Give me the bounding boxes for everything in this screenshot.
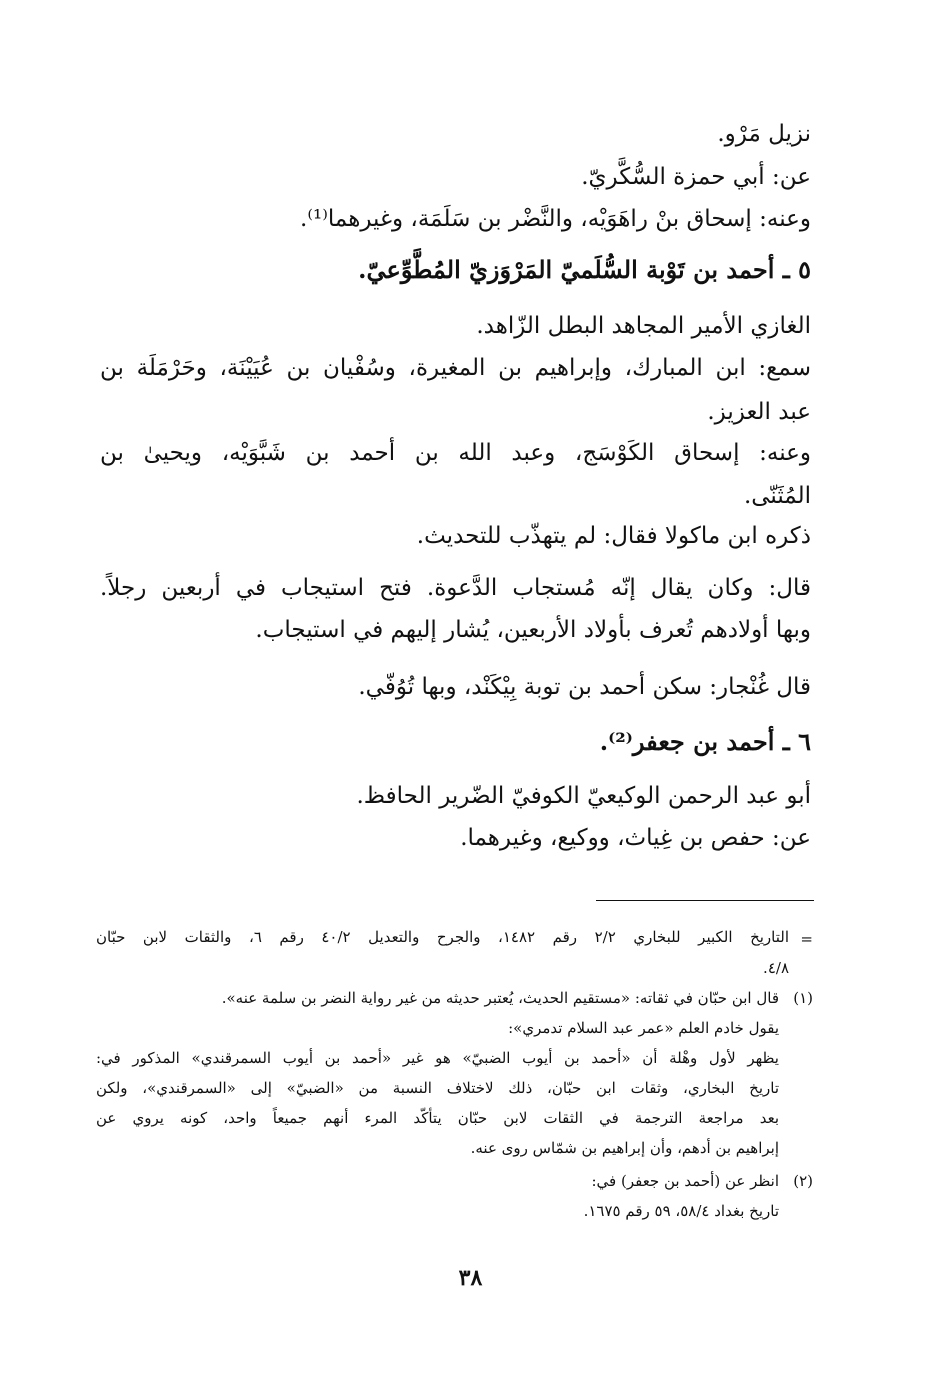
footnote-line: انظر عن (أحمد بن جعفر) في: — [591, 1172, 779, 1190]
footnote-line: تاريخ البخاري، وثقات ابن حبّان، ذلك لاختلاف النسبة من «الضبيّ» إلى «السمرقندي»، ولكن — [96, 1079, 779, 1097]
footnote-line: إبراهيم بن أدهم، وأن إبراهيم بن شمّاس روى عنه. — [470, 1139, 779, 1157]
page-number: ٣٨ — [458, 1265, 483, 1291]
footnote-line: ٤/٨. — [763, 959, 789, 977]
text-line: نزيل مَرْو. — [717, 121, 811, 147]
footnote-separator — [596, 900, 814, 901]
footnote-number: (٢) — [793, 1172, 813, 1190]
text-line: المُثَنّى. — [743, 483, 811, 509]
text-line: قال غُنْجار: سكن أحمد بن توبة بِيْكَنْد، وبها تُوُفّي. — [358, 674, 811, 700]
text-line: وبها أولادهم تُعرف بأولاد الأربعين، يُشار إليهم في استيجاب. — [255, 617, 811, 643]
footnote-line: بعد مراجعة الترجمة في الثقات لابن حبّان يتأكّد المرء أنهم جميعاً واحد، كونه يروي عن — [96, 1109, 779, 1127]
footnote-line: التاريخ الكبير للبخاري ٢/٢ رقم ١٤٨٢، والجرح والتعديل ٤٠/٢ رقم ٦، والثقات لابن حبّان — [96, 928, 790, 946]
footnote-line: تاريخ بغداد ٥٨/٤، ٥٩ رقم ١٦٧٥. — [583, 1202, 779, 1220]
text-line: عن: أبي حمزة السُّكَّريّ. — [581, 164, 811, 190]
text-line: أبو عبد الرحمن الوكيعيّ الكوفيّ الضّرير الحافظ. — [356, 783, 811, 809]
text-line: عن: حفص بن غِياث، ووكيع، وغيرهما. — [460, 825, 811, 851]
footnote-line: يقول خادم العلم «عمر عبد السلام تدمري»: — [508, 1019, 779, 1037]
text-line: ذكره ابن ماكولا فقال: لم يتهذّب للتحديث. — [416, 523, 811, 549]
footnote-line: قال ابن حبّان في ثقاته: «مستقيم الحديث، يُعتبر حديثه من غير رواية النضر بن سلمة عنه». — [221, 989, 779, 1007]
footnote-number: (١) — [793, 989, 813, 1007]
entry-heading: ٥ ـ أحمد بن تَوْبة السُّلَميّ المَرْوَزيّ المُطَّوِّعيّ. — [358, 255, 811, 284]
text-line: وعنه: إسحاق بنْ راهَوَيْه، والنَّضْر بن سَلَمَة، وغيرهما⁽¹⁾. — [300, 206, 811, 232]
text-line: وعنه: إسحاق الكَوْسَج، وعبد الله بن أحمد بن شَبَّوَيْه، ويحيىٰ بن — [100, 440, 811, 466]
text-line: الغازي الأمير المجاهد البطل الزّاهد. — [476, 313, 811, 339]
footnote-line: يظهر لأول وهْلة أن «أحمد بن أيوب الضبيّ» هو غير «أحمد بن أيوب السمرقندي» المذكور في: — [96, 1049, 779, 1067]
entry-heading: ٦ ـ أحمد بن جعفر⁽²⁾. — [599, 727, 811, 756]
footnote-continuation-mark: = — [800, 930, 813, 948]
text-line: قال: وكان يقال إنّه مُستجاب الدَّعوة. فتح استيجاب في أربعين رجلاً. — [100, 575, 811, 601]
text-line: سمع: ابن المبارك، وإبراهيم بن المغيرة، وسُفْيان بن عُيَيْنَة، وحَرْمَلَة بن — [100, 355, 811, 381]
text-line: عبد العزيز. — [707, 399, 811, 425]
